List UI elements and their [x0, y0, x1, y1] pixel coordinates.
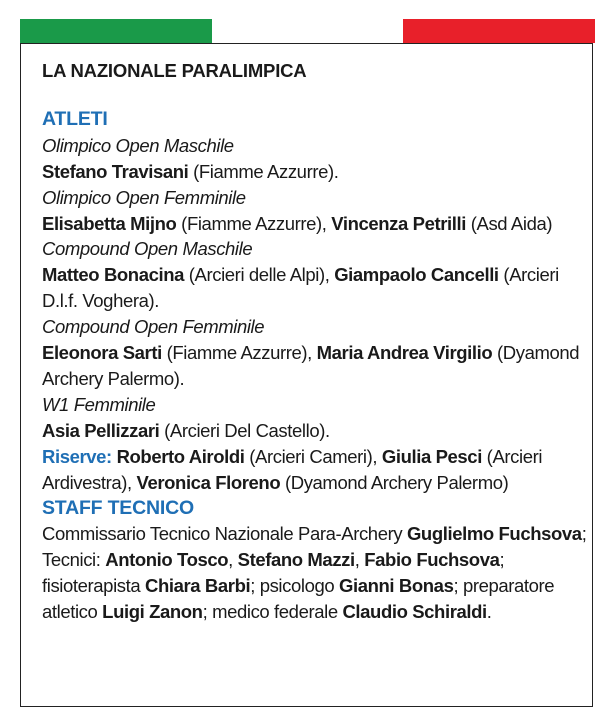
reserves-line	[42, 444, 587, 496]
athlete-name: Stefano Travisani	[42, 160, 189, 182]
athlete-name: Vincenza Petrilli	[331, 212, 467, 234]
staff-name: Stefano Mazzi	[237, 549, 355, 571]
reserve-club: (Dyamond Archery Palermo)	[280, 471, 509, 493]
category-label: W1 Femminile	[42, 393, 156, 415]
category-label: Olimpico Open Femminile	[42, 186, 246, 208]
staff-role: ; psicologo	[250, 575, 340, 597]
athlete-club: (Fiamme Azzurre),	[176, 212, 332, 234]
category-label: Compound Open Femminile	[42, 316, 265, 338]
athletes-line	[42, 418, 587, 444]
athlete-name: Maria Andrea Virgilio	[316, 342, 493, 364]
staff-separator: .	[486, 601, 492, 623]
staff-role: ; medico federale	[202, 601, 343, 623]
flag-green-bar	[20, 19, 212, 43]
staff-heading: STAFF TECNICO	[42, 496, 194, 519]
staff-name: Guglielmo Fuchsova	[406, 523, 582, 545]
athletes-heading: ATLETI	[42, 107, 108, 130]
athletes-line	[42, 159, 587, 185]
staff-role: ; Tecnici:	[42, 523, 587, 571]
athlete-name: Giampaolo Cancelli	[334, 264, 499, 286]
staff-role: Commissario Tecnico Nazionale Para-Archery	[42, 523, 407, 545]
category-label: Olimpico Open Maschile	[42, 134, 234, 156]
box-title: LA NAZIONALE PARALIMPICA	[42, 60, 307, 81]
staff-role: ; fisioterapista	[42, 549, 505, 597]
staff-separator: ,	[228, 549, 238, 571]
reserve-name: Giulia Pesci	[381, 445, 482, 467]
reserve-club: (Arcieri Cameri),	[244, 445, 382, 467]
staff-role: ; preparatore atletico	[42, 575, 555, 623]
athlete-club: (Fiamme Azzurre).	[188, 160, 339, 182]
staff-name: Gianni Bonas	[339, 575, 454, 597]
athlete-name: Elisabetta Mijno	[42, 212, 177, 234]
staff-name: Fabio Fuchsova	[364, 549, 500, 571]
athlete-club: (Arcieri Del Castello).	[159, 419, 330, 441]
staff-name: Chiara Barbi	[145, 575, 251, 597]
athletes-line	[42, 211, 587, 237]
reserve-club: (Arcieri Ardivestra),	[42, 445, 543, 493]
staff-name: Luigi Zanon	[102, 601, 203, 623]
athlete-club: (Asd Aida)	[466, 212, 553, 234]
athlete-club: (Arcieri D.l.f. Voghera).	[42, 264, 559, 312]
reserves-label: Riserve:	[42, 445, 112, 467]
athletes-line	[42, 262, 587, 314]
athlete-club: (Arcieri delle Alpi),	[184, 264, 335, 286]
athlete-club: (Dyamond Archery Palermo).	[42, 342, 580, 389]
athletes-line	[42, 340, 587, 392]
category-label: Compound Open Maschile	[42, 238, 253, 260]
athlete-club: (Fiamme Azzurre),	[161, 342, 317, 364]
reserve-name: Veronica Floreno	[136, 471, 281, 493]
athlete-name: Eleonora Sarti	[42, 342, 162, 364]
flag-red-bar	[403, 19, 595, 43]
staff-separator: ,	[354, 549, 365, 571]
staff-name: Claudio Schiraldi	[342, 601, 487, 623]
reserve-name: Roberto Airoldi	[111, 445, 245, 467]
athlete-name: Matteo Bonacina	[42, 264, 185, 286]
box-content	[42, 58, 587, 625]
staff-name: Antonio Tosco	[105, 549, 229, 571]
athlete-name: Asia Pellizzari	[42, 419, 160, 441]
staff-line	[42, 521, 587, 625]
